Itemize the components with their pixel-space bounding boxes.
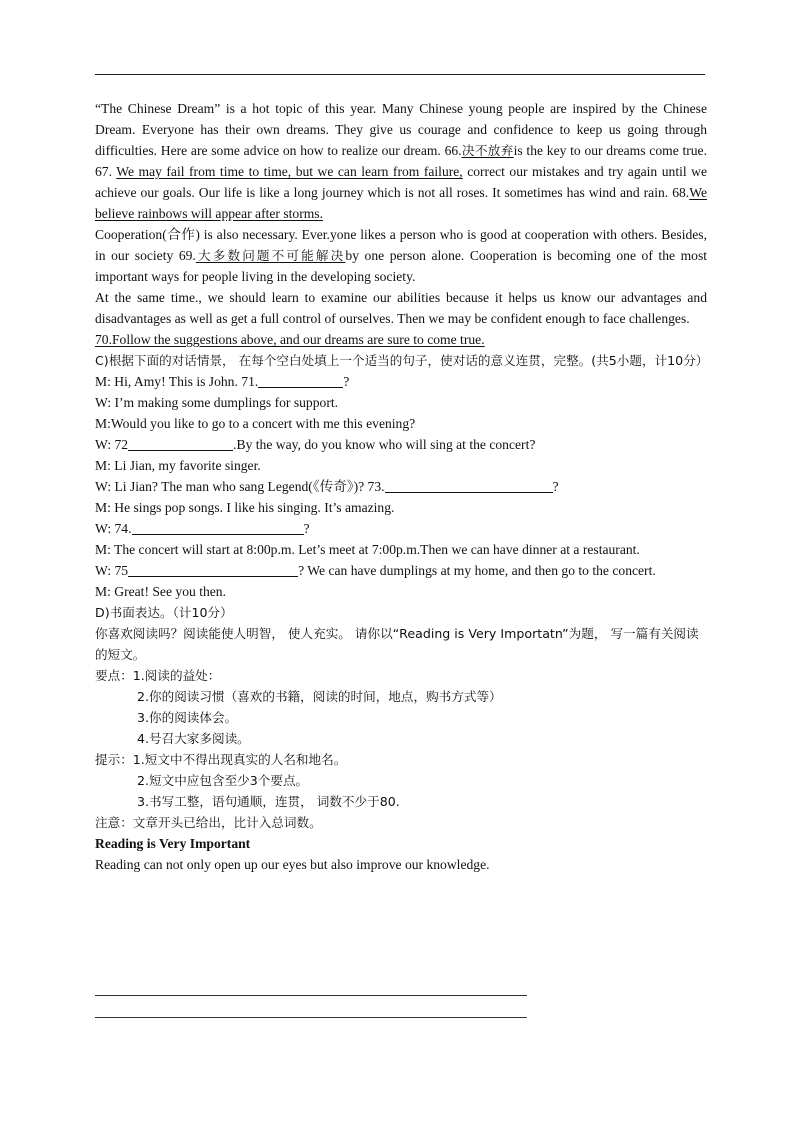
- essay-title: Reading is Very Important: [95, 836, 251, 851]
- passage-paragraph-1: [95, 98, 707, 224]
- blank-74[interactable]: [132, 520, 304, 535]
- header-rule: [95, 74, 705, 75]
- points-label: 要点：: [95, 668, 133, 683]
- dialog-line: M: Li Jian, my favorite singer.: [95, 458, 261, 473]
- writing-line[interactable]: [95, 1017, 527, 1018]
- passage-text: by one person alone. Cooperation is becoming one of the most important ways for people living in the developing society.: [95, 248, 708, 284]
- points-item: 3.你的阅读体会。: [137, 710, 238, 725]
- blank-75[interactable]: [128, 562, 298, 577]
- essay-opening: Reading can not only open up our eyes but also improve our knowledge.: [95, 857, 490, 872]
- passage-text: is the key to our dreams come true. 67.: [95, 143, 707, 179]
- blank-71[interactable]: [258, 373, 343, 388]
- blank-73[interactable]: [385, 478, 553, 493]
- dialog-text: .By the way, do you know who will sing at the concert?: [233, 437, 536, 452]
- dialog-text: M: Hi, Amy! This is John. 71.: [95, 374, 259, 389]
- passage-text: correct our mistakes and try again until we achieve our goals. Our life is like a long journey which is not all roses. It sometimes has wind and rain. 68.: [95, 164, 707, 200]
- dialog-line: [95, 476, 707, 497]
- dialog-line: M: He sings pop songs. I like his singing. It’s amazing.: [95, 500, 395, 515]
- points-item: [95, 665, 707, 686]
- dialog-line: M: The concert will start at 8:00p.m. Let’s meet at 7:00p.m.Then we can have dinner at a restaurant.: [95, 542, 640, 557]
- passage-text: “The Chinese Dream” is a hot topic of this year. Many Chinese young people are inspired by the Chinese Dream. Everyone has their own dreams. They give us courage and confidence to keep us going through difficulties. Here are some advice on how to realize our dream. 66.: [95, 101, 707, 158]
- dialog-line: [95, 560, 707, 581]
- point-text: 1.阅读的益处：: [132, 668, 221, 683]
- note: 注意：文章开头已给出，比计入总词数。: [95, 815, 322, 830]
- dialog-line: [95, 434, 707, 455]
- answer-70: 70.Follow the suggestions above, and our dreams are sure to come true.: [95, 332, 485, 347]
- answer-68: We believe rainbows will appear after storms.: [95, 185, 707, 221]
- dialog-line: W: I’m making some dumplings for support.: [95, 395, 339, 410]
- tips-item: [95, 749, 707, 770]
- dialog-text: ? We can have dumplings at my home, and then go to the concert.: [298, 563, 656, 578]
- answer-69: 大多数问题不可能解决: [195, 248, 346, 263]
- tips-item: 3.书写工整，语句通顺，连贯， 词数不少于80.: [137, 794, 400, 809]
- dialog-line: M: Great! See you then.: [95, 584, 226, 599]
- passage-paragraph-2: [95, 224, 707, 287]
- dialog-text: W: Li Jian? The man who sang Legend(《传奇》)? 73.: [95, 479, 385, 494]
- dialog-text: ?: [552, 479, 559, 494]
- tips-label: 提示：: [95, 752, 133, 767]
- dialog-text: ?: [303, 521, 310, 536]
- section-c-header: C)根据下面的对话情景， 在每个空白处填上一个适当的句子，使对话的意义连贯，完整。(共5小题，计10分）: [95, 353, 709, 368]
- dialog-text: ?: [343, 374, 350, 389]
- tip-text: 1.短文中不得出现真实的人名和地名。: [132, 752, 347, 767]
- dialog-line: [95, 371, 707, 392]
- document-body: [95, 98, 707, 875]
- dialog-text: W: 72: [95, 437, 129, 452]
- section-d-header: D)书面表达。（计10分）: [95, 605, 233, 620]
- dialog-text: W: 74.: [95, 521, 132, 536]
- points-item: 2.你的阅读习惯（喜欢的书籍，阅读的时间，地点，购书方式等）: [137, 689, 502, 704]
- writing-line[interactable]: [95, 995, 527, 996]
- dialog-line: M:Would you like to go to a concert with me this evening?: [95, 416, 416, 431]
- blank-72[interactable]: [128, 436, 233, 451]
- points-item: 4.号召大家多阅读。: [137, 731, 250, 746]
- writing-prompt: 你喜欢阅读吗？阅读能使人明智， 使人充实。 请你以“Reading is Very Importatn”为题， 写一篇有关阅读的短文。: [95, 626, 699, 662]
- passage-text: Cooperation(合作) is also necessary. Ever.yone likes a person who is good at cooperation with others. Besides, in our society 69.: [95, 227, 707, 263]
- dialog-line: [95, 518, 707, 539]
- passage-paragraph-3: At the same time., we should learn to examine our abilities because it helps us know our advantages and disadvantages as well as get a full control of ourselves. Then we may be confident enough to face challenges.: [95, 290, 707, 326]
- answer-66: 决不放弃: [461, 143, 514, 158]
- tips-item: 2.短文中应包含至少3个要点。: [137, 773, 309, 788]
- dialog-text: W: 75: [95, 563, 129, 578]
- answer-67: We may fail from time to time, but we can learn from failure,: [116, 164, 463, 179]
